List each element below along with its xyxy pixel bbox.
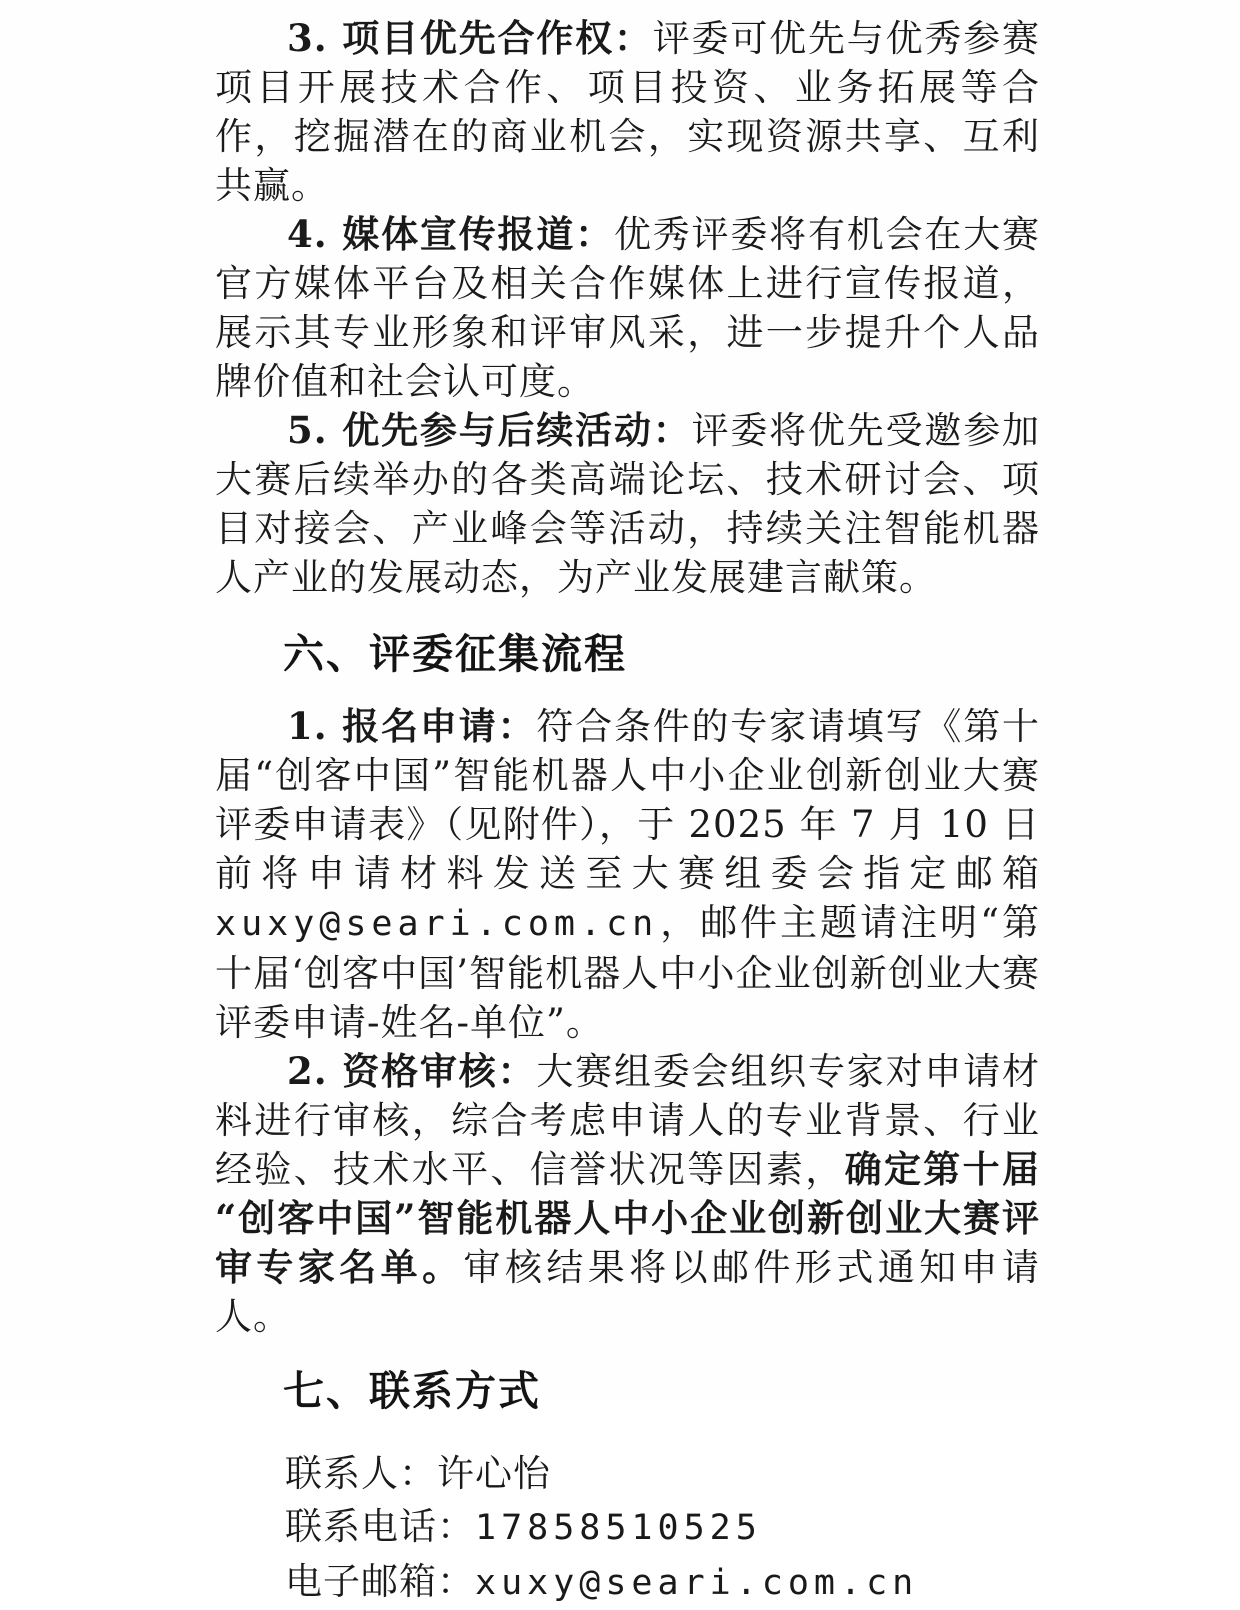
contact-info-block (215, 1447, 1040, 1610)
contact-person-name: 许心怡 (437, 1452, 551, 1495)
process-step-1-text-before-email: 符合条件的专家请填写《第十届“创客中国”智能机器人中小企业创新创业大赛评委申请表》（见附件），于 2025 年 7 月 10 日前将申请材料发送至大赛组委会指定邮箱 (215, 705, 1040, 895)
contact-phone-label: 联系电话： (285, 1505, 475, 1548)
benefit-item-project-cooperation (215, 14, 1040, 210)
contact-person-label: 联系人： (285, 1452, 437, 1495)
application-email-address: xuxy@seari.com.cn (215, 904, 659, 944)
process-step-qualification-review (215, 1047, 1040, 1341)
benefit-item-4-label: 4. 媒体宣传报道： (287, 212, 614, 256)
contact-phone-number: 17858510525 (475, 1508, 762, 1548)
process-step-application (215, 702, 1040, 1047)
process-step-1-text-after-email: ，邮件主题请注明“第十届‘创客中国’智能机器人中小企业创新创业大赛评委申请-姓名-单位”。 (215, 901, 1040, 1044)
process-step-2-text-bold: 确定第十届“创客中国”智能机器人中小企业创新创业大赛评审专家名单。 (215, 1147, 1041, 1289)
contact-email-address: xuxy@seari.com.cn (475, 1563, 919, 1603)
contact-email-label: 电子邮箱： (285, 1560, 475, 1603)
benefit-item-3-label: 3. 项目优先合作权： (287, 16, 653, 60)
process-step-2-text-regular-1: 大赛组委会组织专家对申请材料进行审核，综合考虑申请人的专业背景、行业经验、技术水平、信誉状况等因素， (215, 1050, 1040, 1191)
benefit-item-media-coverage (215, 210, 1040, 406)
benefit-item-4-text: 优秀评委将有机会在大赛官方媒体平台及相关合作媒体上进行宣传报道，展示其专业形象和评审风采，进一步提升个人品牌价值和社会认可度。 (215, 213, 1040, 403)
benefit-item-3-text: 评委可优先与优秀参赛项目开展技术合作、项目投资、业务拓展等合作，挖掘潜在的商业机会，实现资源共享、互利共赢。 (215, 17, 1040, 207)
process-step-2-text-regular-2: 审核结果将以邮件形式通知申请人。 (215, 1246, 1041, 1338)
contact-person-line (215, 1447, 1040, 1500)
section-6-heading: 六、评委征集流程 (283, 630, 627, 678)
contact-phone-line (215, 1500, 1040, 1555)
process-step-1-label: 1. 报名申请： (287, 704, 537, 748)
contact-email-line (215, 1555, 1040, 1610)
benefit-item-5-text: 评委将优先受邀参加大赛后续举办的各类高端论坛、技术研讨会、项目对接会、产业峰会等活动，持续关注智能机器人产业的发展动态，为产业发展建言献策。 (215, 409, 1040, 599)
section-7-heading: 七、联系方式 (283, 1367, 541, 1415)
benefit-item-followup-activities (215, 406, 1040, 602)
process-step-2-label: 2. 资格审核： (287, 1049, 537, 1093)
benefit-item-5-label: 5. 优先参与后续活动： (287, 408, 692, 452)
